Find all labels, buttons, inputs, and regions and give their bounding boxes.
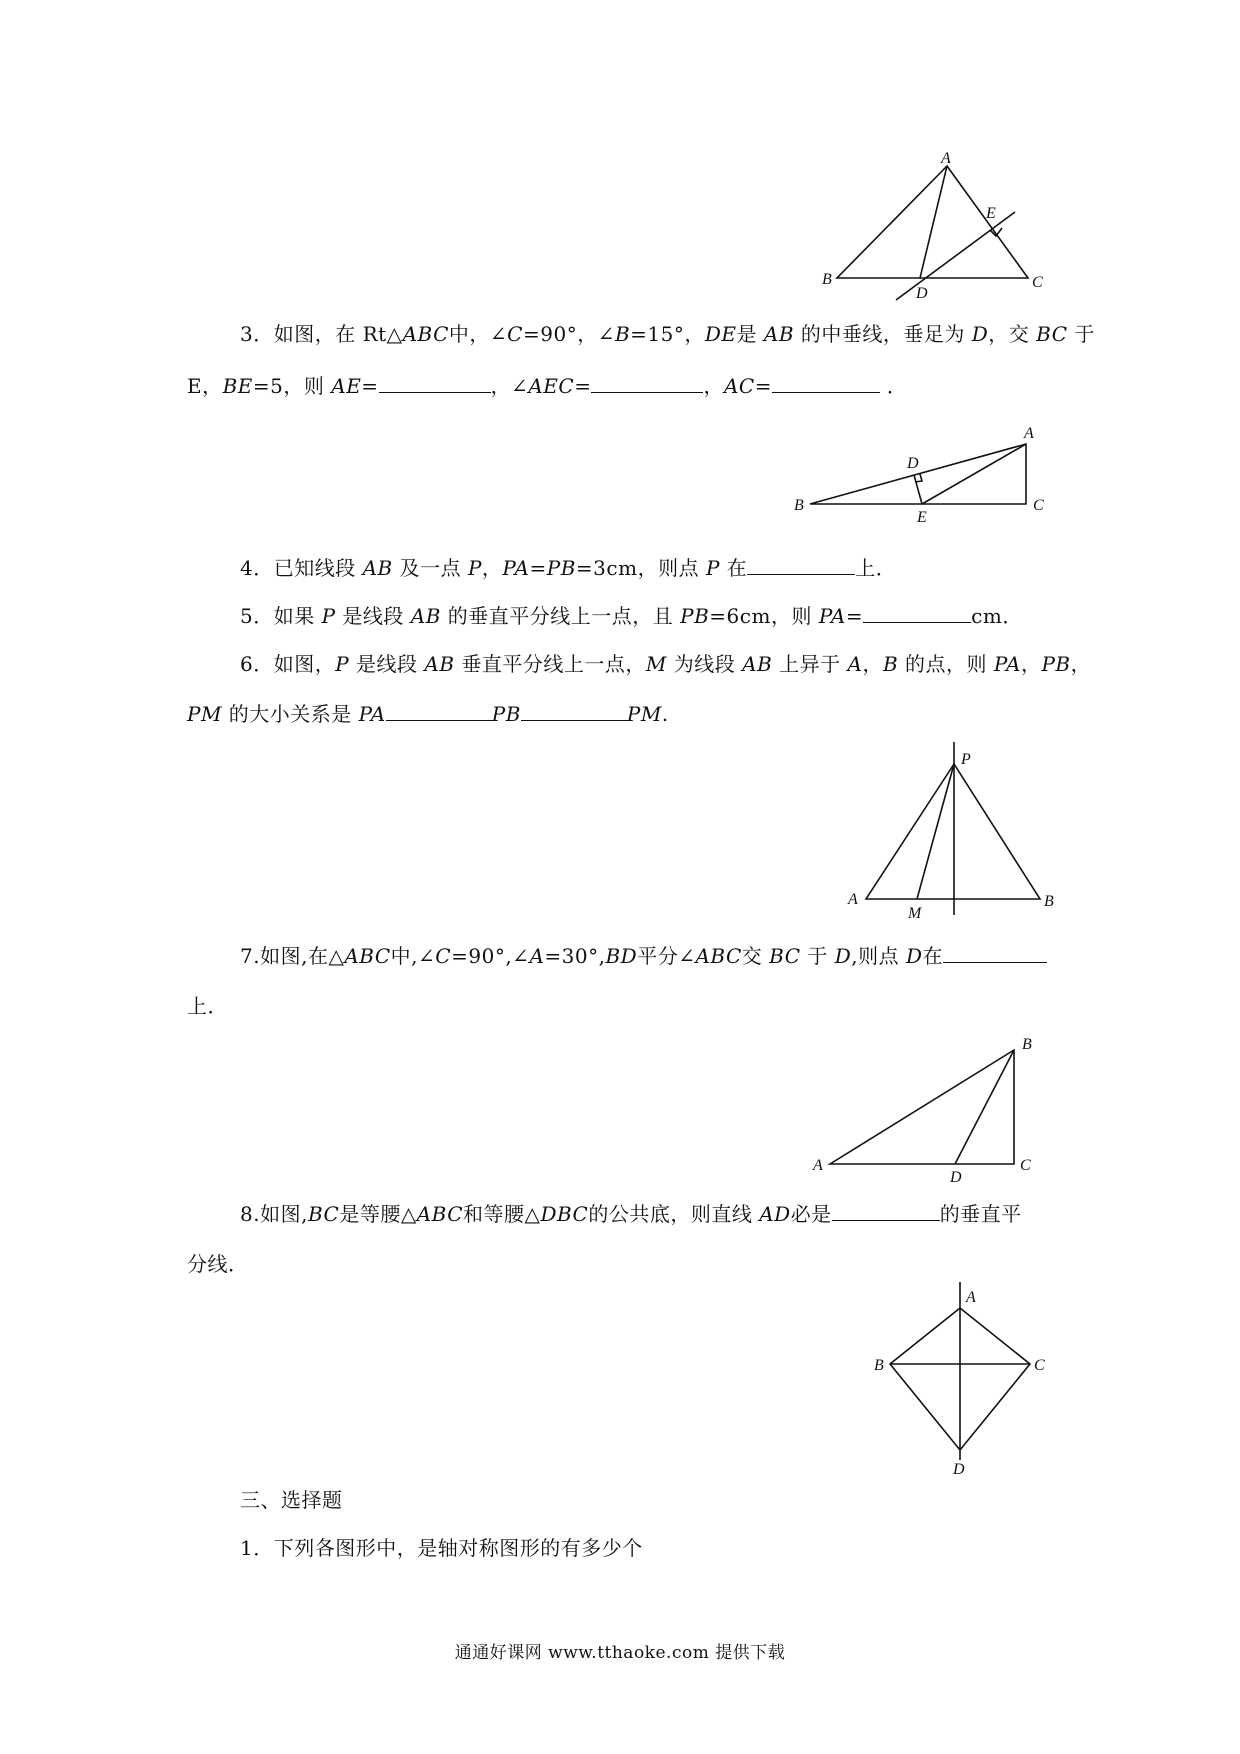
text: 的大小关系是 — [221, 702, 359, 726]
var-ad: AD — [759, 1202, 791, 1226]
var-ac: AC — [723, 374, 755, 398]
q8-line2 — [187, 1250, 249, 1278]
var-abc: ABC — [695, 944, 742, 968]
var-ab: AB — [763, 322, 795, 346]
text: 是等腰△ — [339, 1202, 417, 1226]
section-heading — [240, 1486, 343, 1514]
var-abc: ABC — [402, 322, 449, 346]
q6-line1 — [240, 650, 1091, 678]
var-ab: AB — [424, 652, 455, 676]
var-pb: PB — [1041, 652, 1071, 676]
text: 是线段 — [349, 652, 425, 676]
section-title: 三、选择题 — [240, 1488, 343, 1512]
segment-bd — [955, 1050, 1014, 1164]
text: 的垂直平 — [939, 1202, 1022, 1226]
answer-blank[interactable] — [521, 700, 627, 721]
var-b: B — [614, 322, 631, 346]
text: 分线． — [187, 1252, 249, 1276]
text: ， — [481, 556, 503, 580]
label-b: B — [1044, 893, 1054, 910]
var-c: C — [507, 322, 523, 346]
var-pm: PM — [626, 702, 662, 726]
var-ab: AB — [742, 652, 773, 676]
var-abc: ABC — [344, 944, 391, 968]
text: =90°,∠ — [451, 944, 530, 968]
var-d: D — [971, 322, 989, 346]
q4-number: 4． — [240, 556, 274, 580]
answer-blank[interactable] — [379, 372, 491, 393]
label-a: A — [966, 1289, 976, 1306]
q6-number: 6． — [240, 652, 274, 676]
footer-text: 通通好课网 www.tthaoke.com 提供下载 — [454, 1643, 786, 1663]
var-a: A — [847, 652, 863, 676]
text: 于 — [800, 944, 835, 968]
text: 是 — [736, 322, 764, 346]
answer-blank[interactable] — [591, 372, 703, 393]
text: = — [845, 604, 864, 628]
text: =3cm，则点 — [575, 556, 706, 580]
text: 必是 — [790, 1202, 832, 1226]
q7-line2 — [187, 992, 228, 1020]
text: 平分∠ — [637, 944, 696, 968]
label-m: M — [908, 905, 922, 922]
var-bd: BD — [605, 944, 638, 968]
var-bc: BC — [307, 1202, 340, 1226]
segment-ad — [920, 166, 947, 278]
var-d: D — [906, 944, 923, 968]
var-abc: ABC — [416, 1202, 464, 1226]
text: = — [754, 374, 772, 398]
text: 交 — [741, 944, 770, 968]
text: 上． — [187, 994, 228, 1018]
text: ，交 — [988, 322, 1037, 346]
var-bc: BC — [769, 944, 801, 968]
answer-blank[interactable] — [943, 942, 1047, 963]
text: 的公共底，则直线 — [588, 1202, 760, 1226]
var-ab: AB — [362, 556, 393, 580]
text: 及一点 — [392, 556, 468, 580]
var-pb: PB — [680, 604, 710, 628]
q3-number: 3． — [240, 322, 274, 346]
q4-line — [240, 554, 896, 582]
text: 垂直平分线上一点， — [454, 652, 646, 676]
label-c: C — [1020, 1157, 1031, 1174]
choice-q1-line — [240, 1534, 643, 1562]
q6-line2 — [187, 700, 669, 728]
text: =90°，∠ — [522, 322, 615, 346]
q3-line1 — [240, 320, 1095, 348]
text: = — [574, 374, 592, 398]
text: 如果 — [273, 604, 322, 628]
var-p: P — [335, 652, 350, 676]
var-p: P — [467, 556, 482, 580]
text: E， — [187, 374, 223, 398]
text: =6cm，则 — [709, 604, 819, 628]
text: 上． — [855, 556, 897, 580]
triangle-abc — [837, 166, 1028, 278]
var-pb: PB — [491, 702, 521, 726]
answer-blank[interactable] — [386, 700, 492, 721]
segment-pm — [917, 764, 954, 899]
figure-right-triangle-abc — [780, 424, 1060, 524]
var-b: B — [882, 652, 899, 676]
text: 在 — [719, 556, 748, 580]
text: ， — [862, 652, 883, 676]
label-a: A — [941, 150, 951, 167]
label-b: B — [822, 271, 832, 288]
var-de: DE — [704, 322, 737, 346]
var-dbc: DBC — [540, 1202, 589, 1226]
text: cm． — [971, 604, 1023, 628]
text: 如图, — [260, 1202, 308, 1226]
q8-number: 8. — [240, 1202, 261, 1226]
text: = — [361, 374, 379, 398]
segment-ae — [922, 444, 1026, 504]
var-pb: PB — [546, 556, 576, 580]
var-p: P — [321, 604, 336, 628]
label-a: A — [848, 891, 858, 908]
var-ae: AE — [331, 374, 362, 398]
var-pm: PM — [187, 702, 222, 726]
text: ,则点 — [851, 944, 907, 968]
var-pa: PA — [358, 702, 386, 726]
text: 已知线段 — [273, 556, 363, 580]
q5-line — [240, 602, 1023, 630]
text: ， — [1070, 652, 1092, 676]
answer-blank[interactable] — [772, 372, 880, 393]
text: ， — [703, 374, 724, 398]
text: 上异于 — [772, 652, 848, 676]
answer-blank[interactable] — [747, 554, 855, 575]
q7-line1 — [240, 942, 1047, 970]
var-aec: AEC — [528, 374, 575, 398]
var-pa: PA — [993, 652, 1021, 676]
label-b: B — [1022, 1036, 1032, 1053]
text: 的中垂线，垂足为 — [794, 322, 972, 346]
choice-q1-number: 1． — [240, 1536, 274, 1560]
triangle-abc — [810, 444, 1026, 504]
triangle-abc — [830, 1050, 1014, 1164]
label-a: A — [813, 1157, 823, 1174]
label-d: D — [916, 285, 928, 302]
label-b: B — [794, 497, 804, 514]
text: 下列各图形中，是轴对称图形的有多少个 — [273, 1536, 643, 1560]
text: ， — [1020, 652, 1042, 676]
text: 为线段 — [666, 652, 743, 676]
text: 是线段 — [335, 604, 411, 628]
var-pa: PA — [502, 556, 530, 580]
label-d: D — [953, 1461, 965, 1478]
label-d: D — [950, 1169, 962, 1186]
label-c: C — [1034, 1357, 1045, 1374]
triangle-pab — [866, 764, 1040, 899]
text: 的点，则 — [898, 652, 994, 676]
text: 中,∠ — [390, 944, 436, 968]
text: 如图，在 Rt△ — [273, 322, 403, 346]
figure-triangle-ade — [820, 150, 1080, 310]
label-a: A — [1024, 425, 1034, 442]
figure-right-triangle-abc — [800, 1030, 1060, 1186]
line-de — [896, 212, 1015, 300]
answer-blank[interactable] — [832, 1200, 940, 1221]
var-p: P — [705, 556, 720, 580]
var-bc: BC — [1036, 322, 1068, 346]
var-d: D — [834, 944, 852, 968]
figure-triangle-pab — [840, 740, 1060, 920]
text: 中，∠ — [448, 322, 508, 346]
text: =5，则 — [252, 374, 332, 398]
page-footer — [0, 1638, 1240, 1663]
q7-number: 7. — [240, 944, 261, 968]
text: . — [661, 702, 669, 726]
text: 和等腰△ — [463, 1202, 541, 1226]
label-c: C — [1032, 274, 1043, 291]
text: =30°, — [544, 944, 606, 968]
label-e: E — [917, 509, 927, 526]
label-d: D — [907, 455, 919, 472]
text: 如图， — [273, 652, 336, 676]
figure-rhombus-abdc — [870, 1282, 1070, 1482]
q3-line2 — [187, 372, 907, 400]
text: 的垂直平分线上一点，且 — [440, 604, 681, 628]
text: 于 — [1067, 322, 1095, 346]
answer-blank[interactable] — [863, 602, 971, 623]
var-a: A — [529, 944, 545, 968]
var-be: BE — [222, 374, 253, 398]
text: = — [529, 556, 547, 580]
label-b: B — [874, 1357, 884, 1374]
var-m: M — [645, 652, 667, 676]
label-c: C — [1033, 497, 1044, 514]
q5-number: 5． — [240, 604, 274, 628]
text: 在 — [922, 944, 944, 968]
text: ，∠ — [490, 374, 529, 398]
text: ． — [879, 374, 908, 398]
var-c: C — [435, 944, 452, 968]
text: 如图,在△ — [260, 944, 345, 968]
var-pa: PA — [818, 604, 846, 628]
label-p: P — [961, 751, 971, 768]
text: =15°， — [630, 322, 705, 346]
q8-line1 — [240, 1200, 1022, 1228]
label-e: E — [986, 205, 996, 222]
var-ab: AB — [410, 604, 441, 628]
